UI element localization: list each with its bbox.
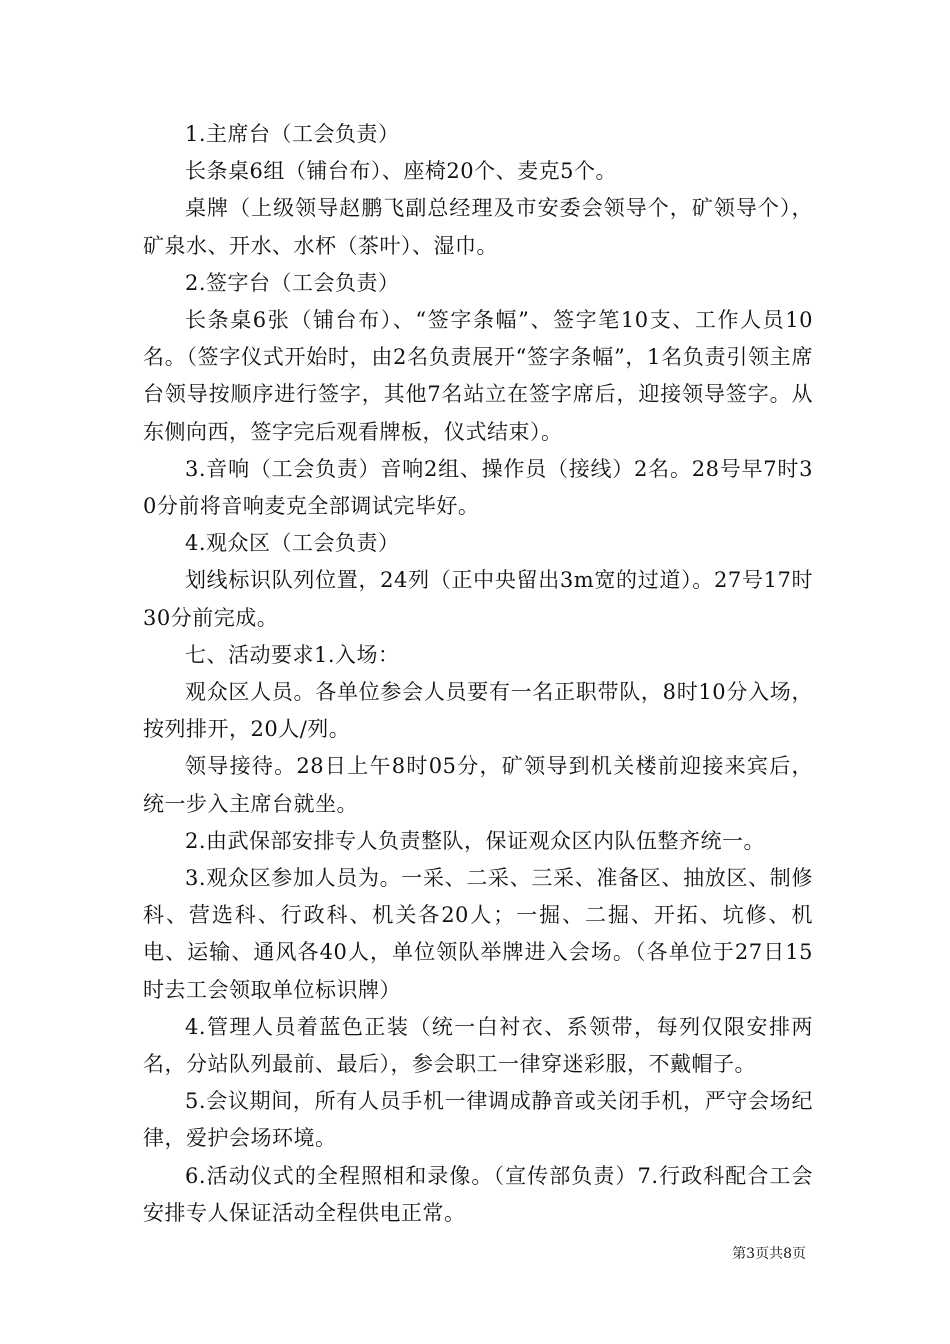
paragraph-main-table-heading: 1.主席台（工会负责）	[185, 122, 400, 146]
paragraph-main-table-nameplates: 桌牌（上级领导赵鹏飞副总经理及市安委会领导个，矿领导个），矿泉水、开水、水杯（茶叶）、湿巾。	[143, 196, 813, 258]
paragraph-requirements-heading: 七、活动要求1.入场：	[185, 642, 400, 667]
paragraph-main-table-items: 长条桌6组（铺台布）、座椅20个、麦克5个。	[185, 159, 617, 184]
paragraph-audience-details: 划线标识队列位置，24列（正中央留出3m宽的过道）。27号17时30分前完成。	[143, 568, 813, 630]
document-body	[143, 116, 813, 1232]
paragraph-photo-power: 6.活动仪式的全程照相和录像。（宣传部负责）7.行政科配合工会安排专人保证活动全程供电正常。	[143, 1163, 813, 1225]
paragraph-signing-table-heading: 2.签字台（工会负责）	[185, 270, 400, 295]
page-number: 第3页共8页	[732, 1246, 806, 1262]
paragraph-audio: 3.音响（工会负责）音响2组、操作员（接线）2名。28号早7时30分前将音响麦克全部调试完毕好。	[143, 456, 813, 519]
paragraph-audience-heading: 4.观众区（工会负责）	[185, 531, 400, 556]
paragraph-dress-code: 4.管理人员着蓝色正装（统一白衬衣、系领带，每列仅限安排两名，分站队列最前、最后），参会职工一律穿迷彩服，不戴帽子。	[143, 1014, 813, 1077]
paragraph-phone-discipline: 5.会议期间，所有人员手机一律调成静音或关闭手机，严守会场纪律，爱护会场环境。	[143, 1089, 813, 1151]
paragraph-participants: 3.观众区参加人员为。一采、二采、三采、准备区、抽放区、制修科、营选科、行政科、机关各20人；一掘、二掘、开拓、坑修、机电、运输、通风各40人，单位领队举牌进入会场。（各单位于27日15时去工会领取单位标识牌）	[143, 866, 813, 1002]
paragraph-queue-arrangement: 2.由武保部安排专人负责整队，保证观众区内队伍整齐统一。	[185, 828, 766, 853]
paragraph-signing-table-details: 长条桌6张（铺台布）、“签字条幅”、签字笔10支、工作人员10名。（签字仪式开始时，由2名负责展开“签字条幅”，1名负责引领主席台领导按顺序进行签字，其他7名站立在签字席后，迎接领导签字。从东侧向西，签字完后观看牌板，仪式结束）。	[143, 308, 813, 444]
paragraph-leader-reception: 领导接待。28日上午8时05分，矿领导到机关楼前迎接来宾后，统一步入主席台就坐。	[143, 754, 813, 816]
paragraph-audience-entry: 观众区人员。各单位参会人员要有一名正职带队，8时10分入场，按列排开，20人/列。	[143, 680, 813, 742]
